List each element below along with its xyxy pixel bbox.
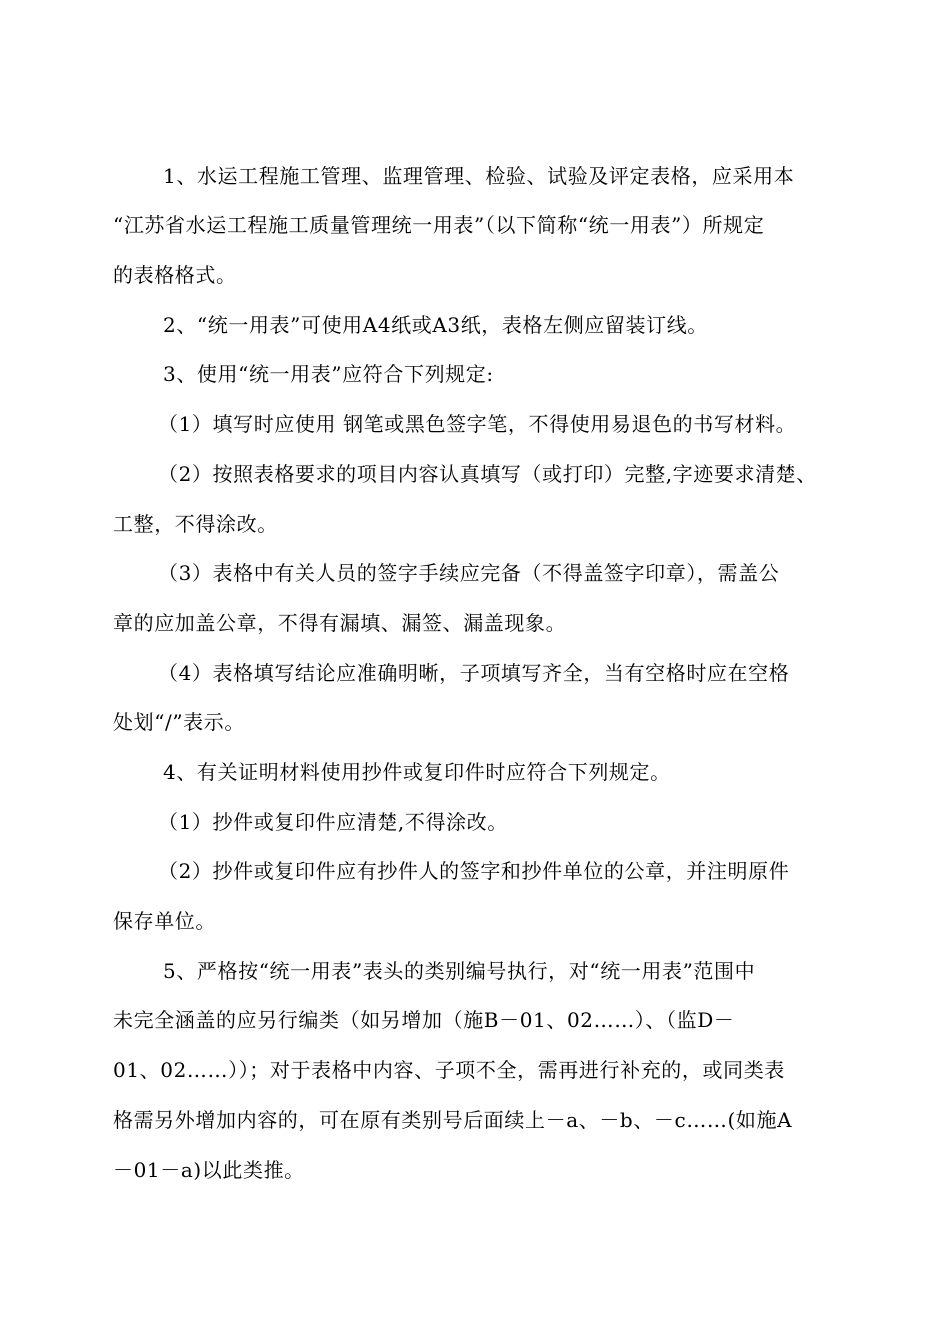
text-line: 1、水运工程施工管理、监理管理、检验、试验及评定表格，应采用本 <box>163 164 795 188</box>
text-line: （1）填写时应使用 钢笔或黑色签字笔，不得使用易退色的书写材料。 <box>158 412 797 436</box>
text-line: 保存单位。 <box>113 909 216 933</box>
text-line: 工整，不得涂改。 <box>113 512 278 536</box>
text-line: 2、“统一用表”可使用A4纸或A3纸，表格左侧应留装订线。 <box>163 313 708 337</box>
text-line: （1）抄件或复印件应清楚,不得涂改。 <box>158 810 508 834</box>
text-line: （2）抄件或复印件应有抄件人的签字和抄件单位的公章，并注明原件 <box>158 859 790 883</box>
text-line: 未完全涵盖的应另行编类（如另增加（施B－01、02……）、（监D－ <box>113 1008 735 1032</box>
text-line: 4、有关证明材料使用抄件或复印件时应符合下列规定。 <box>163 760 671 784</box>
text-line: 格需另外增加内容的，可在原有类别号后面续上－a、－b、－c……(如施A <box>113 1108 793 1132</box>
text-line: 5、严格按“统一用表”表头的类别编号执行，对“统一用表”范围中 <box>163 959 756 983</box>
text-line: 处划“/”表示。 <box>113 710 245 734</box>
text-line: 01、02……））；对于表格中内容、子项不全，需再进行补充的，或同类表 <box>113 1058 785 1082</box>
text-line: （2）按照表格要求的项目内容认真填写（或打印）完整,字迹要求清楚、 <box>158 462 817 486</box>
text-line: 章的应加盖公章，不得有漏填、漏签、漏盖现象。 <box>113 611 567 635</box>
text-line: 的表格格式。 <box>113 263 237 287</box>
text-line: 3、使用“统一用表”应符合下列规定: <box>163 362 494 386</box>
text-line: －01－a)以此类推。 <box>113 1158 305 1182</box>
text-line: （4）表格填写结论应准确明晰，子项填写齐全，当有空格时应在空格 <box>158 661 790 685</box>
text-line: （3）表格中有关人员的签字手续应完备（不得盖签字印章），需盖公 <box>158 561 780 585</box>
text-line: “江苏省水运工程施工质量管理统一用表”（以下简称“统一用表”）所规定 <box>113 213 765 237</box>
